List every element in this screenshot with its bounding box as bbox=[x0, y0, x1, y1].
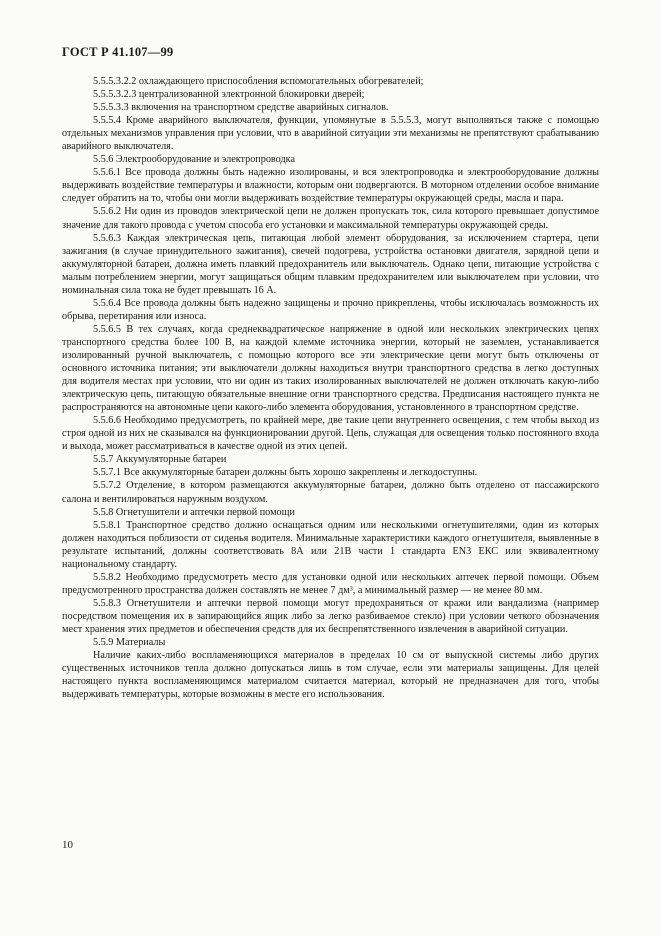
clause-5-5-5-3-3: 5.5.5.3.3 включения на транспортном средстве аварийных сигналов. bbox=[93, 102, 389, 114]
clause-5-5-6-2: 5.5.6.2 Ни один из проводов электрической цепи не должен пропускать ток, сила которого превышает допустимое значение для такого провода с учетом способа его установки и максимальной температуры окружающей среды. bbox=[62, 206, 599, 231]
clause-5-5-6-6: 5.5.6.6 Необходимо предусмотреть, по крайней мере, две такие цепи внутреннего освещения, с тем чтобы выход из строя одной из них не сказывался на функционировании другой. Цепь, служащая для освещения только постоянного входа и выхода, может рассматриваться в качестве одной из этих цепей. bbox=[62, 415, 599, 453]
clause-5-5-7-2: 5.5.7.2 Отделение, в котором размещаются аккумуляторные батареи, должно быть отделено от пассажирского салона и вентилироваться наружным воздухом. bbox=[62, 480, 599, 505]
section-heading-5-5-8: 5.5.8 Огнетушители и аптечки первой помощи bbox=[93, 506, 295, 518]
clause-5-5-6-5: 5.5.6.5 В тех случаях, когда среднеквадратическое напряжение в одной или нескольких электрических цепях транспортного средства более 100 В, на каждой клемме источника энергии, который не заземлен, устанавливается изолированный ручной выключатель, с помощью которого все эти электрические цепи могут быть отключены от основного источника питания; эти выключатели должны находиться внутри транспортного средства в легко доступных для водителя местах при условии, что ни один из таких изолированных выключателей не должен отключать какую-либо электрическую цепь, питающую обязательные внешние огни транспортного средства. Предписания настоящего пункта не распространяются на автономные цепи какого-либо элемента оборудования, установленного в транспортном средстве. bbox=[62, 323, 599, 414]
clause-5-5-5-3-2-2: 5.5.5.3.2.2 охлаждающего приспособления вспомогательных обогревателей; bbox=[93, 76, 424, 87]
document-body bbox=[62, 75, 599, 701]
clause-5-5-6-1: 5.5.6.1 Все провода должны быть надежно изолированы, и вся электропроводка и электрооборудование должны выдерживать воздействие температуры и влажности, которым они подвергаются. В моторном отделении особое внимание следует обратить на то, чтобы они могли выдерживать воздействие температуры окружающей среды, масла и пара. bbox=[62, 167, 599, 205]
section-heading-5-5-7: 5.5.7 Аккумуляторные батареи bbox=[93, 454, 227, 466]
clause-5-5-6-4: 5.5.6.4 Все провода должны быть надежно защищены и прочно прикреплены, чтобы исключалась возможность их обрыва, перетирания или износа. bbox=[62, 297, 599, 322]
standard-title: ГОСТ Р 41.107—99 bbox=[62, 45, 174, 59]
clause-5-5-8-3: 5.5.8.3 Огнетушители и аптечки первой помощи могут предохраняться от кражи или вандализма (например посредством помещения их в запирающийся ящик либо за легко разбиваемое стекло) при условии четкого обозначения мест хранения этих предметов и обеспечения средств для их беспрепятственного извлечения в аварийной ситуации. bbox=[62, 597, 599, 635]
clause-5-5-8-2: 5.5.8.2 Необходимо предусмотреть место для установки одной или нескольких аптечек первой помощи. Объем предусмотренного пространства должен составлять не менее 7 дм³, а минимальный размер — не менее 80 мм. bbox=[62, 571, 599, 596]
clause-5-5-6-3: 5.5.6.3 Каждая электрическая цепь, питающая любой элемент оборудования, за исключением стартера, цепи зажигания (в случае принудительного зажигания), свечей подогрева, устройства остановки двигателя, зарядной цепи и аккумуляторной батареи, должна иметь плавкий предохранитель или выключатель. Однако цепи, питающие устройства с малым потреблением энергии, могут защищаться общим плавким предохранителем или выключателем при условии, что номинальная сила тока не будет превышать 16 А. bbox=[62, 232, 599, 296]
page-number: 10 bbox=[62, 839, 73, 851]
section-heading-5-5-6: 5.5.6 Электрооборудование и электропроводка bbox=[93, 154, 295, 166]
section-heading-5-5-9: 5.5.9 Материалы bbox=[93, 637, 166, 649]
clause-5-5-5-3-2-3: 5.5.5.3.2.3 централизованной электронной блокировки дверей; bbox=[93, 89, 365, 101]
clause-5-5-9-text: Наличие каких-либо воспламеняющихся материалов в пределах 10 см от выпускной системы либо других существенных источников тепла должно допускаться лишь в том случае, если эти материалы защищены. Для целей настоящего пункта воспламеняющимся материалом считается материал, который не предназначен для того, чтобы выдерживать температуры, которые возможны в месте его использования. bbox=[62, 650, 599, 701]
clause-5-5-7-1: 5.5.7.1 Все аккумуляторные батареи должны быть хорошо закреплены и легкодоступны. bbox=[93, 467, 478, 479]
clause-5-5-5-4: 5.5.5.4 Кроме аварийного выключателя, функции, упомянутые в 5.5.5.3, могут выполняться также с помощью отдельных механизмов управления при условии, что в аварийной ситуации эти механизмы не препятствуют срабатыванию аварийного выключателя. bbox=[62, 115, 599, 153]
clause-5-5-8-1: 5.5.8.1 Транспортное средство должно оснащаться одним или несколькими огнетушителями, один из которых должен находиться поблизости от сиденья водителя. Минимальные характеристики каждого огнетушителя, выявленные в результате испытаний, должны соответствовать 8А или 21В части 1 стандарта EN3 ЕКС или эквивалентному национальному стандарту. bbox=[62, 519, 599, 570]
